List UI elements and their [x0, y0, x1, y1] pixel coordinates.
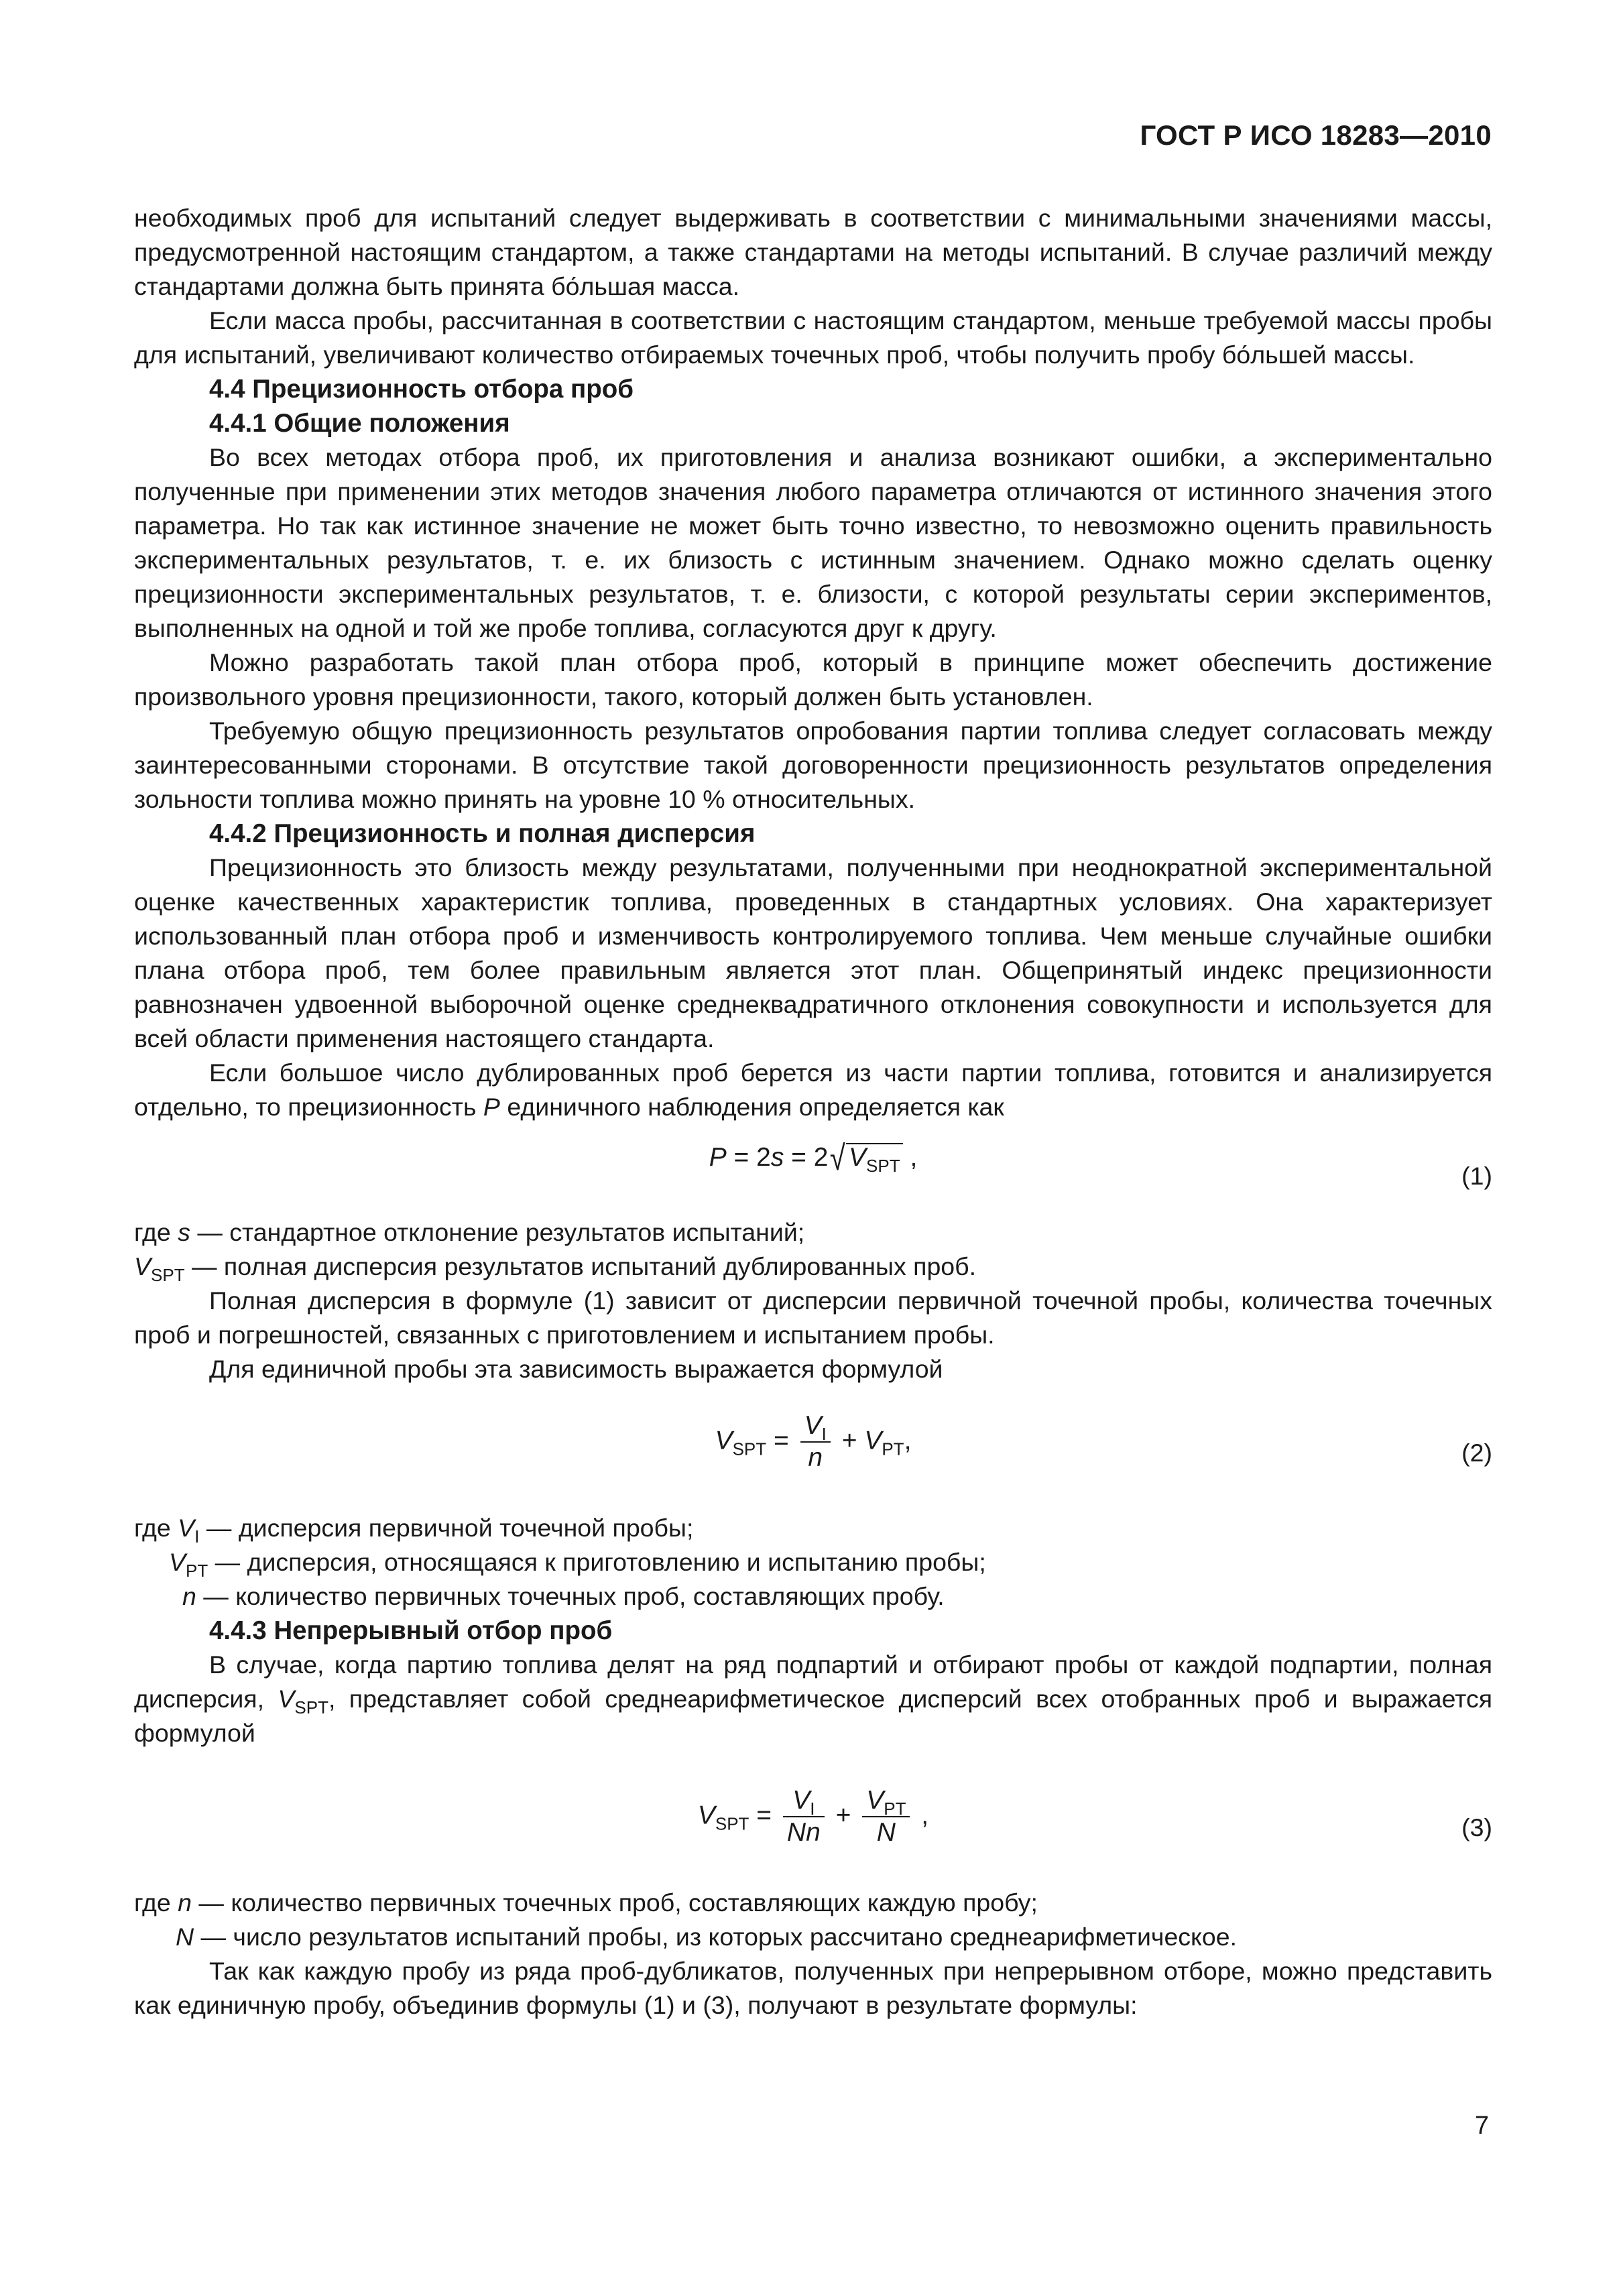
definition-row: $V_{SPT}$ — полная дисперсия результатов испытаний дублированных проб.	[134, 1252, 977, 1285]
definition-row: N — число результатов испытаний пробы, из которых рассчитано среднеарифметическое.	[176, 1923, 1238, 1951]
formula-3-number: (3)	[1461, 1813, 1492, 1841]
paragraph: Прецизионность это близость между результатами, полученными при неоднократной экспериментальной оценке качественных характеристик топлива, проведенных в стандартных условиях. Она характеризует использованный план отбора проб и изменчивость контролируемого топлива. Чем меньше случайные ошибки плана отбора проб, тем более правильным является этот план. Общепринятый индекс прецизионности равнозначен удвоенной выборочной оценке среднеквадратичного отклонения совокупности и используется для всей области применения настоящего стандарта.	[134, 853, 1492, 1052]
formula-2-expression: $V_{SPT}$ = $\frac{V_I}{n}$ + $V_{PT}$,	[715, 1411, 912, 1472]
paragraph: Для единичной пробы эта зависимость выражается формулой	[209, 1355, 943, 1383]
definition-row: $V_{PT}$ — дисперсия, относящаяся к приготовлению и испытанию пробы;	[169, 1548, 986, 1581]
formula-1-number: (1)	[1461, 1162, 1492, 1190]
paragraph: Можно разработать такой план отбора проб, который в принципе может обеспечить достижение произвольного уровня прецизионности, такого, который должен быть установлен.	[134, 648, 1492, 711]
fraction: $\frac{V_{PT}}{N}$	[862, 1785, 910, 1848]
formula-3-expression: $V_{SPT}$ = $\frac{V_I}{Nn}$ + $\frac{V_{PT}}{N}$ ,	[697, 1786, 929, 1847]
paragraph: Если масса пробы, рассчитанная в соответствии с настоящим стандартом, меньше требуемой массы пробы для испытаний, увеличивают количество отбираемых точечных проб, чтобы получить пробу бо́льшей массы.	[134, 306, 1492, 369]
sqrt-radicand: $V_{SPT}$	[846, 1143, 903, 1171]
formula-3	[134, 1780, 1492, 1866]
section-heading-4-4: 4.4 Прецизионность отбора проб	[209, 375, 634, 404]
paragraph: Требуемую общую прецизионность результатов опробования партии топлива следует согласовать между заинтересованными сторонами. В отсутствие такой договоренности прецизионность результатов определения зольности топлива можно принять на уровне 10 % относительных.	[134, 717, 1492, 813]
page-body	[134, 201, 1492, 2022]
fraction: $\frac{V_I}{Nn}$	[783, 1785, 825, 1848]
section-heading-4-4-1: 4.4.1 Общие положения	[209, 409, 510, 438]
definition-row: где $V_I$ — дисперсия первичной точечной пробы;	[134, 1514, 694, 1547]
page-number: 7	[1474, 2112, 1489, 2140]
definition-row: n — количество первичных точечных проб, составляющих пробу.	[182, 1582, 945, 1610]
formula-2	[134, 1405, 1492, 1491]
definition-row: где n — количество первичных точечных проб, составляющих каждую пробу;	[134, 1888, 1038, 1917]
section-heading-4-4-3: 4.4.3 Непрерывный отбор проб	[209, 1616, 613, 1645]
sqrt-sign: √	[830, 1139, 846, 1178]
paragraph: Полная дисперсия в формуле (1) зависит от дисперсии первичной точечной пробы, количества точечных проб и погрешностей, связанных с приготовлением и испытанием пробы.	[134, 1286, 1492, 1349]
fraction: $\frac{V_I}{n}$	[800, 1410, 831, 1473]
section-heading-4-4-2: 4.4.2 Прецизионность и полная дисперсия	[209, 819, 756, 848]
formula-2-number: (2)	[1461, 1439, 1492, 1467]
standard-designation: ГОСТ Р ИСО 18283—2010	[1140, 119, 1492, 151]
paragraph: В случае, когда партию топлива делят на ряд подпартий и отбирают пробы от каждой подпартии, полная дисперсия, $V_{SPT}$, представляет собой среднеарифметическое дисперсий всех отобранных проб и выражается формулой	[134, 1650, 1493, 1747]
paragraph: Если большое число дублированных проб берется из части партии топлива, готовится и анализируется отдельно, то прецизионность P единичного наблюдения определяется как	[134, 1059, 1492, 1121]
paragraph: необходимых проб для испытаний следует выдерживать в соответствии с минимальными значениями массы, предусмотренной настоящим стандартом, а также стандартами на методы испытаний. В случае различий между стандартами должна быть принята бо́льшая масса.	[134, 204, 1492, 300]
paragraph: Во всех методах отбора проб, их приготовления и анализа возникают ошибки, а экспериментально полученные при применении этих методов значения любого параметра отличаются от истинного значения этого параметра. Но так как истинное значение не может быть точно известно, то невозможно оценить правильность экспериментальных результатов, т. е. их близость с истинным значением. Однако можно сделать оценку прецизионности экспериментальных результатов, т. е. близости, с которой результаты серии экспериментов, выполненных на одной и той же пробе топлива, согласуются друг к другу.	[134, 443, 1492, 642]
formula-1-expression: P = 2s = 2√ $V_{SPT}$ ,	[709, 1139, 918, 1178]
definition-row: где s — стандартное отклонение результатов испытаний;	[134, 1218, 805, 1246]
paragraph: Так как каждую пробу из ряда проб-дубликатов, полученных при непрерывном отборе, можно представить как единичную пробу, объединив формулы (1) и (3), получают в результате формулы:	[134, 1957, 1492, 2019]
formula-1	[134, 1140, 1492, 1202]
